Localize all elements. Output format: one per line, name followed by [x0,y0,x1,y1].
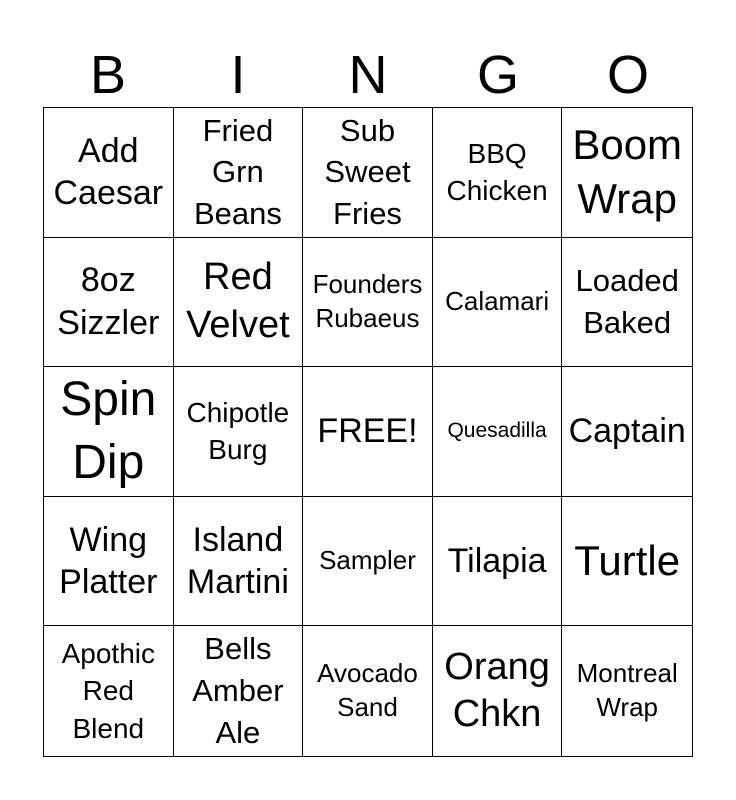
cell-label: Island Martini [186,520,289,602]
bingo-cell[interactable] [44,367,174,497]
cell-label: Quesadilla [447,419,547,443]
bingo-cell[interactable] [174,238,304,368]
bingo-cell[interactable] [562,238,692,368]
bingo-cell[interactable] [433,108,563,238]
cell-label: Wing Platter [59,520,158,602]
cell-label: Sub Sweet Fries [324,112,411,232]
cell-label: Turtle [574,536,681,584]
cell-label: BBQ Chicken [446,137,548,207]
cell-label: Bells Amber Ale [192,631,284,751]
cell-label: Spin Dip [60,373,157,489]
cell-label: Fried Grn Beans [193,112,282,232]
bingo-cell[interactable] [562,108,692,238]
cell-label: Founders Rubaeus [312,269,423,333]
header-letter-o: O [606,45,649,105]
cell-label: 8oz Sizzler [57,261,160,342]
bingo-cell[interactable] [433,367,563,497]
free-space-cell[interactable] [303,367,433,497]
bingo-cell[interactable] [433,626,563,756]
bingo-cell[interactable] [44,497,174,627]
bingo-cell[interactable] [562,497,692,627]
cell-label: Avocado Sand [317,658,418,723]
bingo-cell[interactable] [433,238,563,368]
bingo-cell[interactable] [174,367,304,497]
bingo-board [43,107,693,757]
bingo-cell[interactable] [562,626,692,756]
cell-label: Add Caesar [53,131,164,213]
cell-label: Chipotle Burg [186,396,290,466]
bingo-cell[interactable] [44,626,174,756]
bingo-cell[interactable] [303,497,433,627]
cell-label: Captain [568,412,686,451]
bingo-cell[interactable] [174,626,304,756]
cell-label: Montreal Wrap [576,658,678,723]
bingo-cell[interactable] [303,626,433,756]
free-space-label: FREE! [317,412,418,451]
cell-label: Apothic Red Blend [61,637,155,745]
bingo-cell[interactable] [174,108,304,238]
header-letter-n: N [348,45,388,105]
bingo-cell[interactable] [562,367,692,497]
cell-label: Boom Wrap [572,120,683,223]
bingo-cell[interactable] [303,108,433,238]
cell-label: Orang Chkn [444,645,550,736]
bingo-cell[interactable] [174,497,304,627]
header-letter-b: B [89,45,127,105]
bingo-header [43,42,693,108]
header-letter-i: I [230,45,246,105]
cell-label: Calamari [445,285,550,316]
bingo-cell[interactable] [44,108,174,238]
bingo-cell[interactable] [44,238,174,368]
cell-label: Red Velvet [186,256,290,346]
cell-label: Tilapia [447,541,547,580]
cell-label: Loaded Baked [575,263,679,340]
header-letter-g: G [476,45,519,105]
bingo-cell[interactable] [303,238,433,368]
bingo-cell[interactable] [433,497,563,627]
cell-label: Sampler [319,545,416,576]
